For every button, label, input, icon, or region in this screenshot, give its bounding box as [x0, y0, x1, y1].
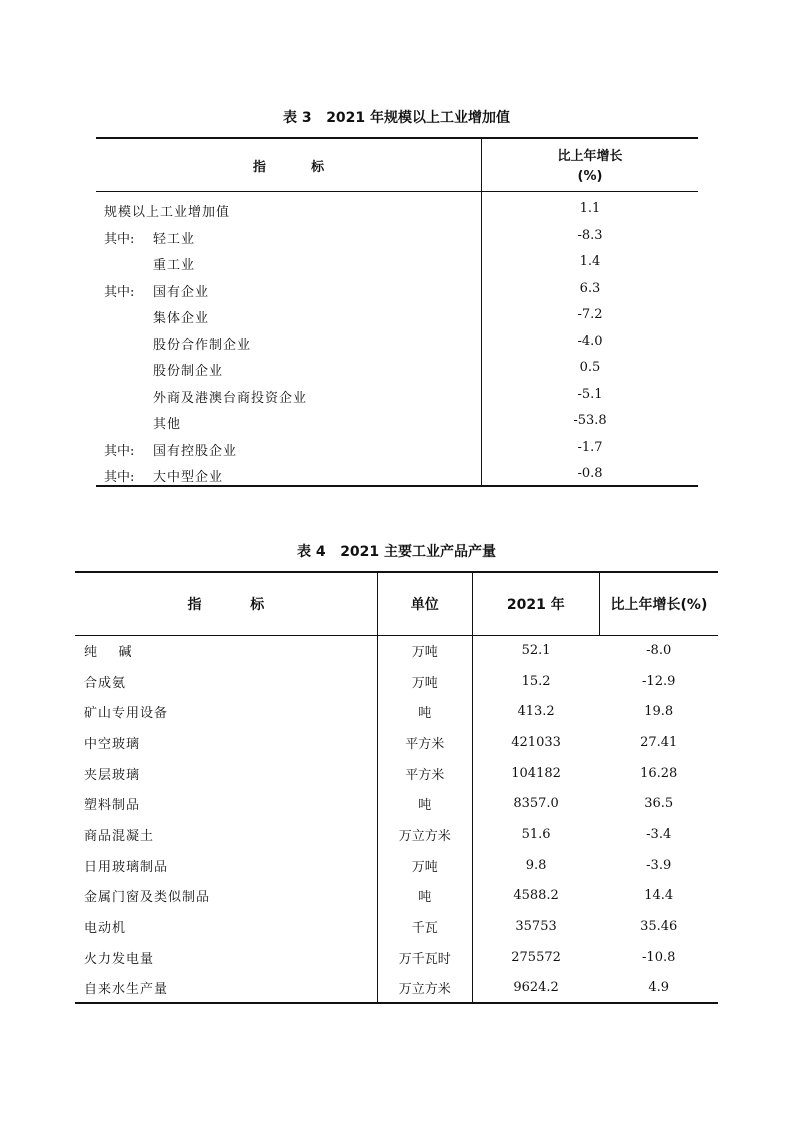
product-unit: 吨 — [377, 881, 472, 912]
product-growth: 36.5 — [644, 796, 674, 812]
table3-row-label: 股份制企业 — [153, 364, 224, 379]
table-row — [75, 696, 718, 727]
product-unit: 平方米 — [377, 758, 472, 789]
table3-row-value: -53.8 — [573, 413, 607, 428]
product-growth: 14.4 — [644, 888, 674, 904]
product-unit: 吨 — [377, 788, 472, 819]
product-unit: 万立方米 — [377, 819, 472, 850]
product-growth: 27.41 — [640, 734, 678, 750]
product-value: 35753 — [515, 919, 557, 935]
table3-row-label: 大中型企业 — [153, 470, 224, 485]
table3-row — [96, 250, 698, 276]
product-name: 日用玻璃制品 — [84, 859, 169, 875]
table3-row — [96, 303, 698, 329]
table3-row-value: -0.8 — [577, 466, 603, 481]
table4-header-growth: 比上年增长(%) — [599, 572, 718, 635]
table3-row-value: -5.1 — [577, 386, 603, 402]
table4-header-indicator: 指 标 — [75, 572, 377, 635]
product-growth: -8.0 — [646, 643, 672, 659]
table3-row-value: -7.2 — [577, 307, 603, 322]
table3-row — [96, 277, 698, 303]
table3-row-prefix: 其中: — [104, 284, 135, 300]
product-value: 15.2 — [521, 673, 551, 689]
table3-row-prefix: 其中: — [104, 443, 135, 459]
product-unit: 万吨 — [377, 850, 472, 881]
table-row — [75, 819, 718, 850]
product-name: 矿山专用设备 — [84, 706, 169, 722]
table3-row-value: 6.3 — [579, 280, 601, 296]
product-value: 51.6 — [521, 826, 551, 842]
table-row — [75, 788, 718, 819]
table3-header-rule — [96, 191, 698, 192]
table3-bottom-rule — [96, 485, 698, 487]
table3-row-label: 国有企业 — [153, 284, 210, 300]
table3-header-growth — [482, 147, 698, 187]
table3-row — [96, 356, 698, 382]
table3-row-value: 0.5 — [579, 360, 601, 375]
table4-caption: 表 4 2021 主要工业产品产量 — [296, 544, 497, 560]
product-name: 合成氨 — [84, 675, 127, 691]
product-unit: 万吨 — [377, 666, 472, 697]
table4-header-unit: 单位 — [377, 572, 472, 635]
table3-row — [96, 224, 698, 250]
product-name: 商品混凝土 — [84, 828, 155, 844]
table3-header-indicator: 指 标 — [252, 160, 325, 175]
table4-header-row — [75, 572, 718, 635]
product-growth: -10.8 — [642, 949, 676, 965]
table4 — [75, 571, 718, 1004]
table3-row-value: -4.0 — [577, 333, 603, 349]
table3-row-label: 股份合作制企业 — [153, 337, 252, 353]
table3-row-label: 重工业 — [153, 258, 196, 273]
table3-row — [96, 197, 698, 223]
table3-row-label: 外商及港澳台商投资企业 — [153, 390, 308, 406]
table3-header-growth-unit: (%) — [577, 169, 603, 184]
product-name: 纯 碱 — [84, 645, 133, 661]
table3-row-label: 轻工业 — [153, 231, 196, 247]
product-value: 104182 — [511, 765, 561, 781]
product-value: 9624.2 — [472, 973, 599, 1004]
table-row — [75, 911, 718, 942]
product-unit: 吨 — [377, 696, 472, 727]
product-name: 夹层玻璃 — [84, 767, 141, 783]
product-growth: 35.46 — [640, 919, 678, 935]
table3-row-label: 规模以上工业增加值 — [104, 205, 231, 220]
table3-caption: 表 3 2021 年规模以上工业增加值 — [282, 110, 511, 126]
product-unit: 千瓦 — [377, 911, 472, 942]
product-value: 413.2 — [517, 704, 555, 720]
product-growth: -3.9 — [646, 857, 672, 873]
product-value: 4588.2 — [513, 888, 559, 904]
table-row — [75, 942, 718, 973]
table3-row-value: 1.1 — [579, 201, 601, 216]
table3-header-growth-label: 比上年增长 — [557, 149, 623, 164]
table3-row-label: 国有控股企业 — [153, 443, 238, 459]
table4-header-year: 2021 年 — [472, 572, 599, 635]
table-row — [75, 727, 718, 758]
table3-row — [96, 436, 698, 462]
table-row — [75, 758, 718, 789]
table-row — [75, 881, 718, 912]
table-row — [75, 973, 718, 1004]
product-growth: 4.9 — [599, 973, 718, 1004]
table3-row-value: 1.4 — [579, 254, 601, 269]
table3-row-label: 集体企业 — [153, 311, 210, 326]
product-name: 自来水生产量 — [75, 973, 377, 1004]
product-value: 9.8 — [525, 857, 547, 873]
table3-top-rule — [96, 137, 698, 139]
product-unit: 平方米 — [377, 727, 472, 758]
product-unit: 万立方米 — [377, 973, 472, 1004]
table3-row-prefix: 其中: — [104, 470, 135, 485]
table3-row-prefix: 其中: — [104, 231, 135, 247]
table-row — [75, 666, 718, 697]
product-growth: -12.9 — [642, 673, 676, 689]
table3-row — [96, 409, 698, 435]
product-unit: 万吨 — [377, 635, 472, 666]
product-growth: -3.4 — [646, 826, 672, 842]
table3-row-label: 其他 — [153, 417, 182, 432]
product-value: 275572 — [511, 949, 561, 965]
table-row — [75, 850, 718, 881]
product-name: 金属门窗及类似制品 — [84, 890, 211, 906]
product-value: 8357.0 — [513, 796, 559, 812]
product-value: 52.1 — [521, 643, 551, 659]
product-name: 中空玻璃 — [84, 736, 141, 752]
product-growth: 19.8 — [644, 704, 674, 720]
table3-row — [96, 383, 698, 409]
table3-row — [96, 330, 698, 356]
product-name: 电动机 — [84, 921, 127, 937]
product-value: 421033 — [511, 734, 561, 750]
table3-row-value: -1.7 — [577, 439, 603, 455]
product-growth: 16.28 — [640, 765, 678, 781]
product-name: 塑料制品 — [84, 798, 141, 814]
table-row — [75, 635, 718, 666]
product-name: 火力发电量 — [84, 951, 155, 967]
product-unit: 万千瓦时 — [377, 942, 472, 973]
table3-row-value: -8.3 — [577, 227, 603, 243]
